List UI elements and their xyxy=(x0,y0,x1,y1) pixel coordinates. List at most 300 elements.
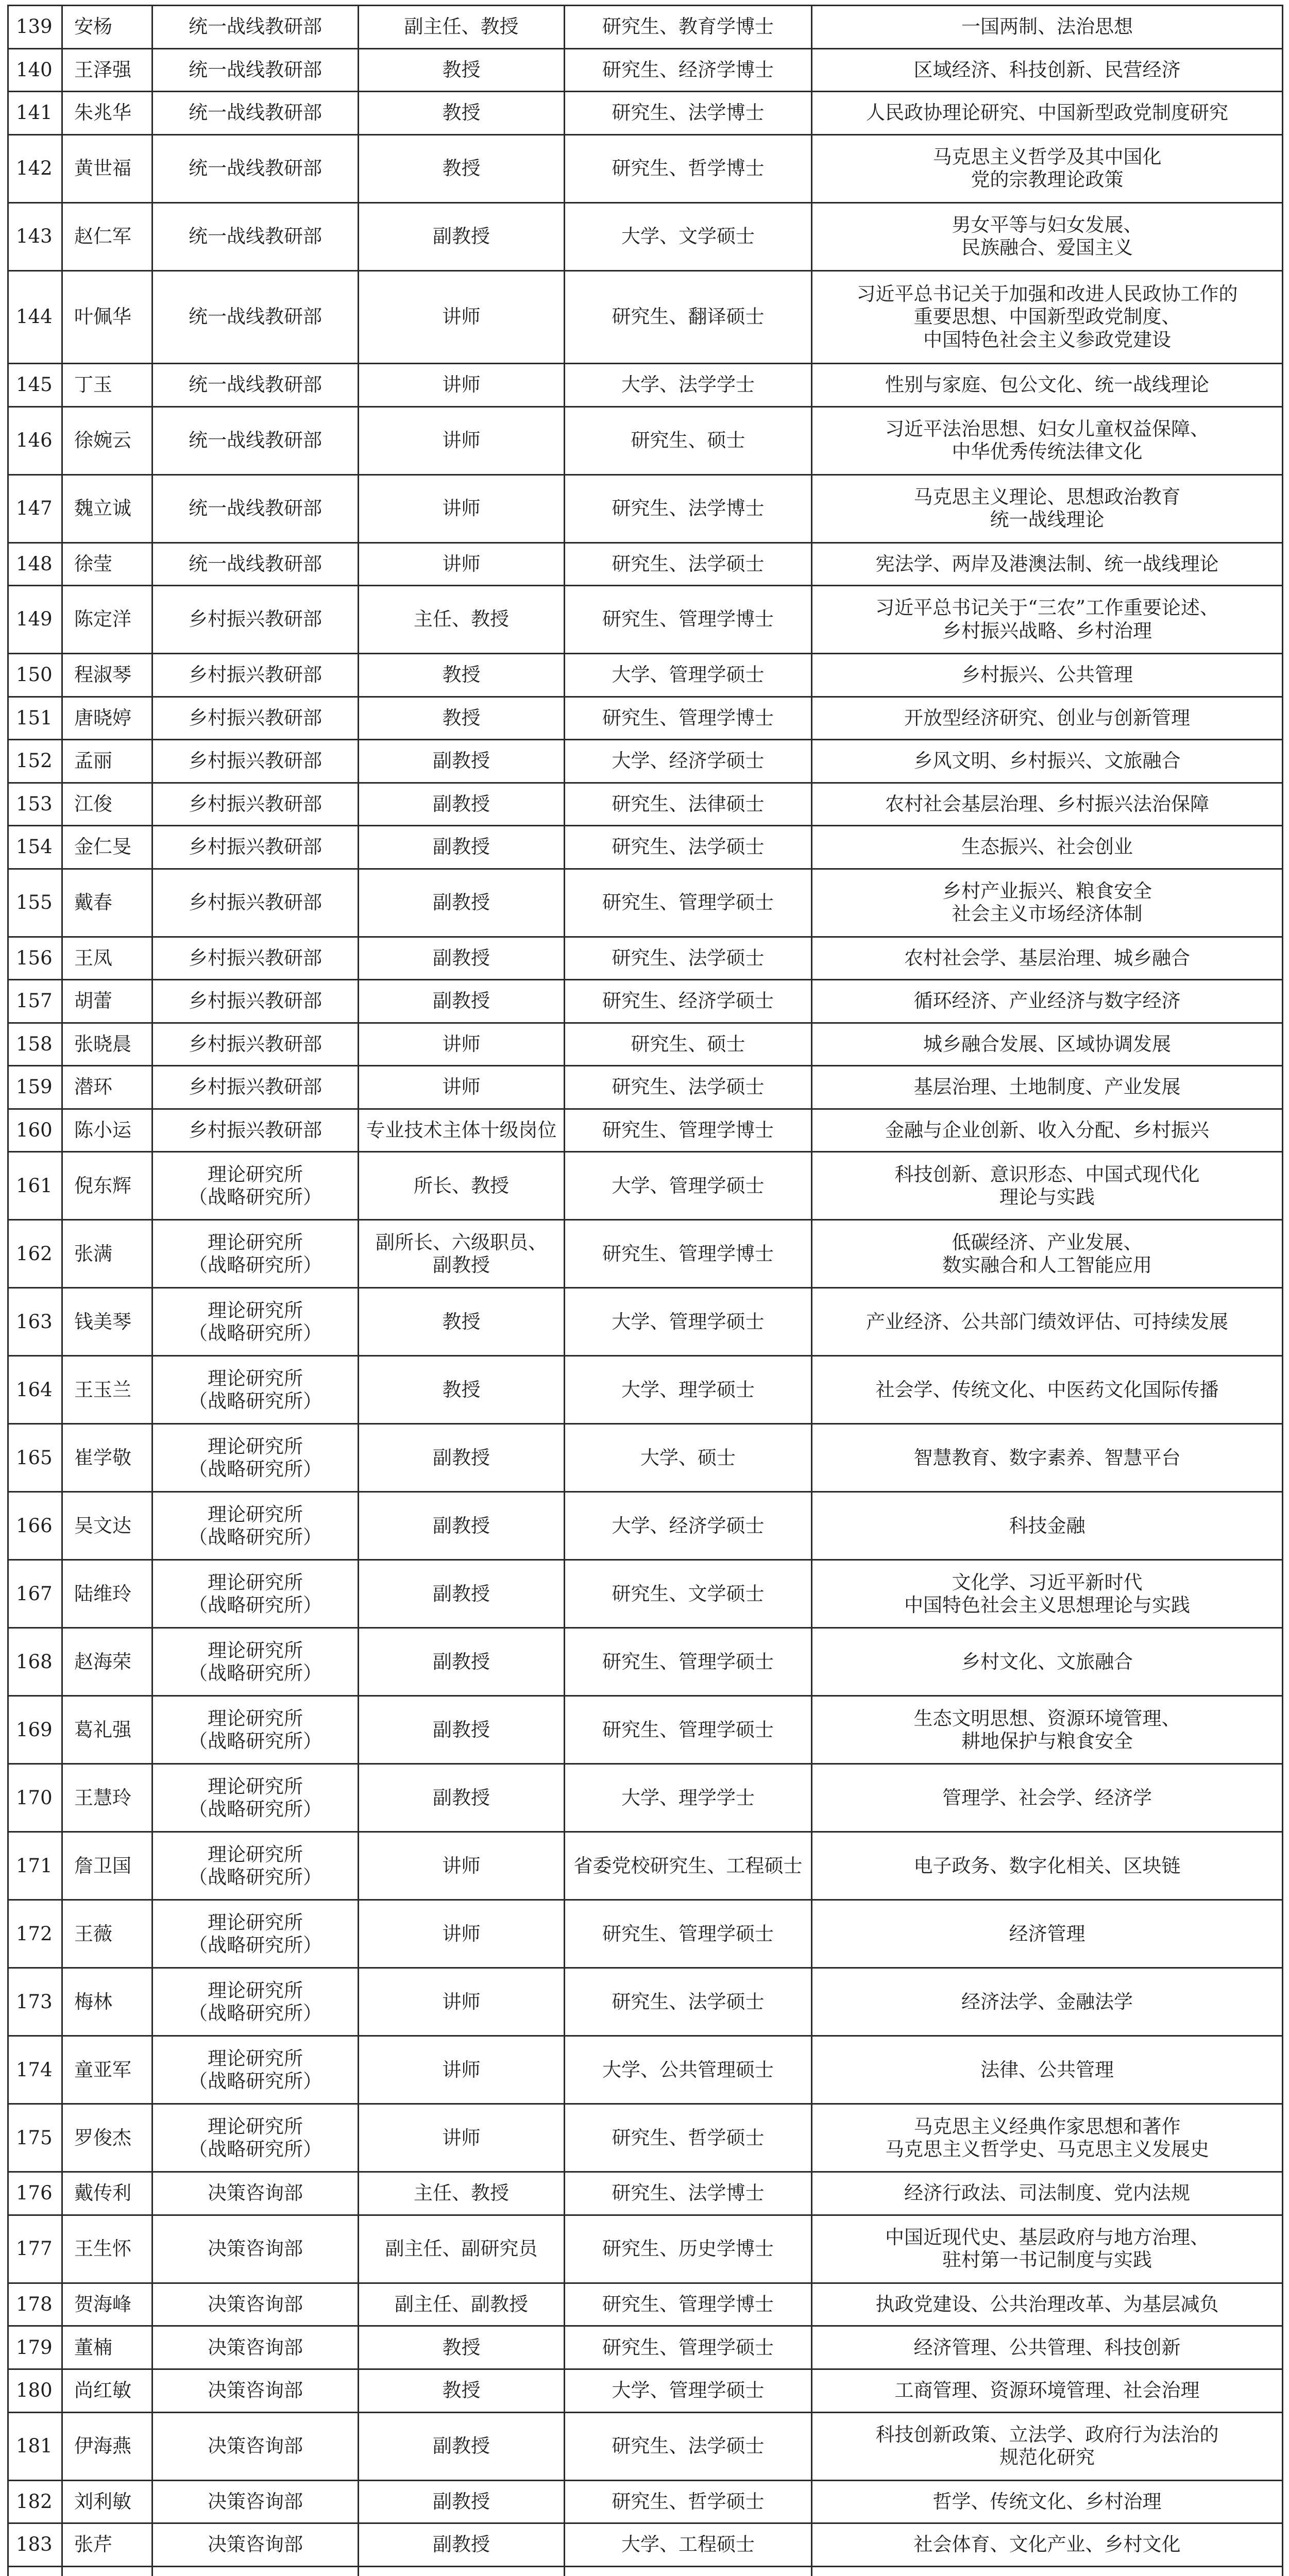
cell-research-field-line: 中国特色社会主义参政党建设 xyxy=(923,328,1171,351)
cell-department xyxy=(152,1424,359,1492)
table-row xyxy=(8,48,1283,92)
cell-research-field xyxy=(812,92,1283,135)
cell-title-line: 教授 xyxy=(442,101,481,124)
cell-research-field-line: 哲学、传统文化、乡村治理 xyxy=(932,2490,1162,2513)
cell-number: 144 xyxy=(8,270,62,363)
table-row xyxy=(8,1288,1283,1356)
cell-department-line: （战略研究所） xyxy=(189,1389,322,1412)
cell-title xyxy=(359,2104,565,2172)
cell-research-field xyxy=(812,2036,1283,2104)
cell-research-field xyxy=(812,6,1283,49)
cell-research-field xyxy=(812,654,1283,697)
cell-education-line: 省委党校研究生、工程硕士 xyxy=(573,1854,803,1877)
cell-research-field xyxy=(812,2369,1283,2413)
cell-research-field xyxy=(812,1968,1283,2036)
cell-education-line: 大学、工程硕士 xyxy=(621,2533,755,2556)
cell-research-field xyxy=(812,1152,1283,1220)
cell-department xyxy=(152,826,359,869)
cell-title-line: 讲师 xyxy=(442,1854,481,1877)
cell-research-field-line: 开放型经济研究、创业与创新管理 xyxy=(904,706,1190,729)
cell-research-field xyxy=(812,2172,1283,2215)
cell-department-line: （战略研究所） xyxy=(189,1321,322,1344)
cell-research-field-line: 经济法学、金融法学 xyxy=(961,1990,1133,2013)
cell-name: 葛礼强 xyxy=(62,1696,152,1764)
cell-education-line: 研究生、管理学博士 xyxy=(602,608,774,631)
cell-education-line: 研究生、哲学博士 xyxy=(612,157,765,179)
cell-title xyxy=(359,474,565,543)
cell-number: 181 xyxy=(8,2412,62,2480)
cell-name xyxy=(62,2566,152,2576)
cell-title xyxy=(359,937,565,980)
table-body xyxy=(8,6,1283,2576)
cell-research-field xyxy=(812,1832,1283,1900)
table-row xyxy=(8,869,1283,937)
cell-title xyxy=(359,2369,565,2413)
cell-title-line: 专业技术主体十级岗位 xyxy=(366,1118,557,1141)
cell-education-line: 研究生、法学博士 xyxy=(612,2182,765,2205)
cell-name: 潜环 xyxy=(62,1066,152,1109)
table-row xyxy=(8,2480,1283,2523)
cell-department-line: 统一战线教研部 xyxy=(189,552,322,575)
cell-title-line: 副教授 xyxy=(433,836,490,858)
cell-department xyxy=(152,2215,359,2283)
cell-education-line: 大学、管理学硕士 xyxy=(612,664,765,686)
table-row xyxy=(8,1696,1283,1764)
cell-name: 陈小运 xyxy=(62,1109,152,1152)
cell-number: 142 xyxy=(8,134,62,202)
cell-education xyxy=(565,1066,812,1109)
cell-department xyxy=(152,1109,359,1152)
cell-education-line: 研究生、法学硕士 xyxy=(612,2434,765,2457)
cell-name: 董楠 xyxy=(62,2326,152,2369)
cell-title xyxy=(359,6,565,49)
table-row xyxy=(8,474,1283,543)
cell-department-line: 理论研究所 xyxy=(208,1707,303,1730)
cell-title xyxy=(359,586,565,654)
cell-department xyxy=(152,202,359,270)
cell-education-line: 大学、管理学硕士 xyxy=(612,1310,765,1333)
cell-research-field-line: 乡村文化、文旅融合 xyxy=(961,1650,1133,1673)
cell-title xyxy=(359,270,565,363)
cell-number: 140 xyxy=(8,48,62,92)
cell-research-field xyxy=(812,869,1283,937)
cell-department xyxy=(152,740,359,783)
cell-education-line: 大学、理学学士 xyxy=(621,1786,755,1809)
cell-research-field xyxy=(812,134,1283,202)
cell-name: 詹卫国 xyxy=(62,1832,152,1900)
cell-education xyxy=(565,1424,812,1492)
cell-department xyxy=(152,1628,359,1696)
cell-name: 张满 xyxy=(62,1220,152,1288)
cell-research-field-line: 执政党建设、公共治理改革、为基层减负 xyxy=(875,2293,1219,2315)
cell-research-field xyxy=(812,2326,1283,2369)
cell-department xyxy=(152,2036,359,2104)
cell-research-field-line: 智慧教育、数字素养、智慧平台 xyxy=(913,1446,1181,1469)
cell-research-field xyxy=(812,2283,1283,2326)
cell-name: 王慧玲 xyxy=(62,1764,152,1832)
cell-research-field xyxy=(812,1220,1283,1288)
cell-department-line: 决策咨询部 xyxy=(208,2336,303,2359)
cell-title-line: 副教授 xyxy=(433,1253,490,1276)
cell-education xyxy=(565,783,812,826)
cell-name: 崔学敬 xyxy=(62,1424,152,1492)
cell-name: 叶佩华 xyxy=(62,270,152,363)
cell-department-line: 统一战线教研部 xyxy=(189,58,322,81)
cell-education xyxy=(565,869,812,937)
cell-name: 赵海荣 xyxy=(62,1628,152,1696)
cell-department-line: 决策咨询部 xyxy=(208,2533,303,2556)
cell-department xyxy=(152,1023,359,1066)
cell-title-line: 教授 xyxy=(442,1310,481,1333)
cell-name: 徐婉云 xyxy=(62,406,152,474)
cell-department-line: （战略研究所） xyxy=(189,1594,322,1616)
cell-research-field-line: 乡村振兴战略、乡村治理 xyxy=(942,619,1152,642)
cell-education xyxy=(565,1628,812,1696)
cell-name: 戴春 xyxy=(62,869,152,937)
cell-research-field-line: 农村社会基层治理、乡村振兴法治保障 xyxy=(885,792,1209,815)
cell-education xyxy=(565,2523,812,2567)
cell-education-line: 研究生、法学硕士 xyxy=(612,552,765,575)
table-row xyxy=(8,1764,1283,1832)
cell-title-line: 主任、教授 xyxy=(414,608,509,631)
cell-number: 180 xyxy=(8,2369,62,2413)
cell-title-line: 讲师 xyxy=(442,306,481,328)
cell-department-line: 统一战线教研部 xyxy=(189,157,322,179)
cell-education-line: 大学、经济学硕士 xyxy=(612,750,765,772)
cell-name: 吴文达 xyxy=(62,1492,152,1560)
cell-number: 178 xyxy=(8,2283,62,2326)
cell-department-line: （战略研究所） xyxy=(189,1253,322,1276)
cell-department-line: 乡村振兴教研部 xyxy=(189,706,322,729)
cell-research-field-line: 宪法学、两岸及港澳法制、统一战线理论 xyxy=(875,552,1219,575)
cell-name: 尚红敏 xyxy=(62,2369,152,2413)
table-row xyxy=(8,1220,1283,1288)
cell-research-field xyxy=(812,406,1283,474)
cell-research-field xyxy=(812,2215,1283,2283)
cell-department xyxy=(152,697,359,740)
cell-research-field-line: 低碳经济、产业发展、 xyxy=(952,1231,1143,1253)
cell-department-line: 乡村振兴教研部 xyxy=(189,750,322,772)
table-row xyxy=(8,1492,1283,1560)
cell-research-field-line: 科技创新政策、立法学、政府行为法治的 xyxy=(875,2423,1219,2446)
cell-number: 170 xyxy=(8,1764,62,1832)
cell-department xyxy=(152,783,359,826)
cell-title-line: 副教授 xyxy=(433,1446,490,1469)
cell-research-field-line: 工商管理、资源环境管理、社会治理 xyxy=(894,2379,1200,2402)
cell-department-line: 理论研究所 xyxy=(208,1503,303,1526)
cell-department xyxy=(152,1152,359,1220)
cell-title-line: 讲师 xyxy=(442,497,481,519)
cell-research-field xyxy=(812,980,1283,1023)
table-row xyxy=(8,1900,1283,1968)
cell-department xyxy=(152,474,359,543)
cell-title-line: 副教授 xyxy=(433,891,490,914)
cell-education-line: 研究生、硕士 xyxy=(631,1032,745,1055)
cell-number: 147 xyxy=(8,474,62,543)
cell-number: 150 xyxy=(8,654,62,697)
table-row xyxy=(8,937,1283,980)
cell-number: 176 xyxy=(8,2172,62,2215)
cell-number: 168 xyxy=(8,1628,62,1696)
cell-name: 安杨 xyxy=(62,6,152,49)
table-row xyxy=(8,1832,1283,1900)
cell-title-line: 讲师 xyxy=(442,429,481,451)
table-row xyxy=(8,1968,1283,2036)
cell-number: 162 xyxy=(8,1220,62,1288)
cell-number: 159 xyxy=(8,1066,62,1109)
cell-research-field-line: 规范化研究 xyxy=(999,2446,1095,2469)
cell-department-line: 决策咨询部 xyxy=(208,2293,303,2315)
cell-name: 钱美琴 xyxy=(62,1288,152,1356)
cell-name: 徐莹 xyxy=(62,543,152,586)
cell-research-field-line: 经济管理、公共管理、科技创新 xyxy=(913,2336,1181,2359)
cell-title xyxy=(359,740,565,783)
cell-name: 王生怀 xyxy=(62,2215,152,2283)
cell-education-line: 大学、文学硕士 xyxy=(621,225,755,247)
cell-research-field xyxy=(812,270,1283,363)
cell-title-line: 讲师 xyxy=(442,2058,481,2081)
cell-department-line: 决策咨询部 xyxy=(208,2182,303,2205)
cell-title xyxy=(359,1832,565,1900)
cell-title xyxy=(359,1152,565,1220)
cell-research-field-line: 区域经济、科技创新、民营经济 xyxy=(913,58,1181,81)
cell-department xyxy=(152,1066,359,1109)
cell-research-field xyxy=(812,202,1283,270)
cell-title-line: 教授 xyxy=(442,157,481,179)
cell-education xyxy=(565,1560,812,1628)
cell-research-field-line: 生态文明思想、资源环境管理、 xyxy=(913,1707,1181,1730)
table-row xyxy=(8,2215,1283,2283)
cell-department-line: （战略研究所） xyxy=(189,1798,322,1820)
cell-research-field xyxy=(812,1066,1283,1109)
cell-education xyxy=(565,92,812,135)
cell-research-field xyxy=(812,740,1283,783)
cell-number: 163 xyxy=(8,1288,62,1356)
table-row xyxy=(8,2036,1283,2104)
cell-number: 174 xyxy=(8,2036,62,2104)
cell-title xyxy=(359,1066,565,1109)
cell-education xyxy=(565,2283,812,2326)
cell-education-line: 研究生、硕士 xyxy=(631,429,745,451)
cell-name: 江俊 xyxy=(62,783,152,826)
cell-education-line: 研究生、法学硕士 xyxy=(612,836,765,858)
cell-research-field-line: 城乡融合发展、区域协调发展 xyxy=(923,1032,1171,1055)
cell-department xyxy=(152,2369,359,2413)
cell-research-field xyxy=(812,1696,1283,1764)
cell-research-field xyxy=(812,2523,1283,2567)
cell-education xyxy=(565,474,812,543)
cell-department-line: （战略研究所） xyxy=(189,1526,322,1548)
cell-title xyxy=(359,1356,565,1424)
cell-title xyxy=(359,2036,565,2104)
cell-education xyxy=(565,2036,812,2104)
cell-education-line: 大学、管理学硕士 xyxy=(612,2379,765,2402)
cell-research-field-line: 耕地保护与粮食安全 xyxy=(961,1730,1133,1752)
cell-education xyxy=(565,1109,812,1152)
cell-department xyxy=(152,869,359,937)
cell-title-line: 副教授 xyxy=(433,225,490,247)
cell-department-line: 统一战线教研部 xyxy=(189,429,322,451)
cell-department-line: （战略研究所） xyxy=(189,1730,322,1752)
table-row xyxy=(8,1109,1283,1152)
cell-number: 151 xyxy=(8,697,62,740)
cell-education-line: 研究生、法学硕士 xyxy=(612,1990,765,2013)
cell-department xyxy=(152,2566,359,2576)
cell-research-field-line: 民族融合、爱国主义 xyxy=(961,236,1133,259)
cell-research-field-line: 科技金融 xyxy=(1009,1514,1086,1537)
cell-education-line: 大学、法学学士 xyxy=(621,374,755,396)
cell-number: 141 xyxy=(8,92,62,135)
cell-education xyxy=(565,6,812,49)
cell-department-line: 统一战线教研部 xyxy=(189,306,322,328)
cell-department xyxy=(152,2523,359,2567)
cell-title-line: 讲师 xyxy=(442,552,481,575)
cell-department-line: （战略研究所） xyxy=(189,2070,322,2092)
cell-title xyxy=(359,826,565,869)
table-row xyxy=(8,2412,1283,2480)
cell-research-field-line: 循环经济、产业经济与数字经济 xyxy=(913,990,1181,1012)
cell-education xyxy=(565,2369,812,2413)
cell-department-line: 乡村振兴教研部 xyxy=(189,1032,322,1055)
cell-title-line: 副教授 xyxy=(433,1786,490,1809)
cell-research-field-line: 经济行政法、司法制度、党内法规 xyxy=(904,2182,1190,2205)
cell-department-line: 乡村振兴教研部 xyxy=(189,1118,322,1141)
table-row xyxy=(8,364,1283,407)
cell-name: 王玉兰 xyxy=(62,1356,152,1424)
cell-title xyxy=(359,1696,565,1764)
cell-number: 165 xyxy=(8,1424,62,1492)
cell-education xyxy=(565,48,812,92)
cell-department-line: 统一战线教研部 xyxy=(189,374,322,396)
cell-department-line: 理论研究所 xyxy=(208,1163,303,1185)
cell-research-field-line: 马克思主义理论、思想政治教育 xyxy=(913,485,1181,508)
cell-research-field xyxy=(812,2480,1283,2523)
cell-title-line: 讲师 xyxy=(442,1076,481,1098)
cell-education xyxy=(565,1696,812,1764)
cell-education-line: 大学、公共管理硕士 xyxy=(602,2058,774,2081)
cell-number: 160 xyxy=(8,1109,62,1152)
cell-education xyxy=(565,406,812,474)
cell-title xyxy=(359,1560,565,1628)
cell-title xyxy=(359,134,565,202)
cell-name: 陆维玲 xyxy=(62,1560,152,1628)
cell-department-line: 决策咨询部 xyxy=(208,2379,303,2402)
cell-number: 153 xyxy=(8,783,62,826)
cell-title-line: 副主任、副研究员 xyxy=(385,2238,538,2260)
cell-title-line: 副主任、教授 xyxy=(404,15,519,38)
cell-title-line: 教授 xyxy=(442,2336,481,2359)
cell-research-field-line: 基层治理、土地制度、产业发展 xyxy=(913,1076,1181,1098)
cell-research-field xyxy=(812,826,1283,869)
cell-education xyxy=(565,2215,812,2283)
cell-number: 164 xyxy=(8,1356,62,1424)
cell-department-line: 乡村振兴教研部 xyxy=(189,664,322,686)
cell-research-field-line: 性别与家庭、包公文化、统一战线理论 xyxy=(885,374,1209,396)
cell-title xyxy=(359,1492,565,1560)
cell-department xyxy=(152,2172,359,2215)
cell-education xyxy=(565,1968,812,2036)
cell-research-field-line: 党的宗教理论政策 xyxy=(971,168,1124,191)
cell-title-line: 副教授 xyxy=(433,990,490,1012)
cell-title xyxy=(359,2412,565,2480)
cell-title xyxy=(359,202,565,270)
table-row xyxy=(8,826,1283,869)
cell-education xyxy=(565,1220,812,1288)
cell-research-field xyxy=(812,364,1283,407)
cell-title-line: 主任、教授 xyxy=(414,2182,509,2205)
cell-research-field-line: 产业经济、公共部门绩效评估、可持续发展 xyxy=(866,1310,1228,1333)
cell-title xyxy=(359,2523,565,2567)
table-row xyxy=(8,586,1283,654)
cell-education-line: 研究生、管理学博士 xyxy=(602,706,774,729)
cell-education-line: 研究生、经济学硕士 xyxy=(602,990,774,1012)
cell-title-line: 副教授 xyxy=(433,2533,490,2556)
cell-research-field xyxy=(812,1560,1283,1628)
cell-research-field xyxy=(812,1764,1283,1832)
cell-research-field xyxy=(812,2104,1283,2172)
table-row xyxy=(8,270,1283,363)
table-row xyxy=(8,2104,1283,2172)
cell-research-field-line: 中国近现代史、基层政府与地方治理、 xyxy=(885,2226,1209,2249)
cell-department-line: （战略研究所） xyxy=(189,1458,322,1480)
cell-department-line: 理论研究所 xyxy=(208,1435,303,1458)
cell-education-line: 研究生、哲学硕士 xyxy=(612,2126,765,2149)
cell-education xyxy=(565,826,812,869)
cell-department xyxy=(152,1492,359,1560)
cell-research-field xyxy=(812,1628,1283,1696)
cell-education xyxy=(565,697,812,740)
cell-department-line: （战略研究所） xyxy=(189,1866,322,1888)
cell-research-field-line: 社会体育、文化产业、乡村文化 xyxy=(913,2533,1181,2556)
table-row xyxy=(8,1066,1283,1109)
cell-department-line: 乡村振兴教研部 xyxy=(189,946,322,969)
cell-department xyxy=(152,1832,359,1900)
cell-number: 171 xyxy=(8,1832,62,1900)
cell-research-field-line: 经济管理 xyxy=(1009,1922,1086,1945)
cell-title xyxy=(359,980,565,1023)
table-row xyxy=(8,1356,1283,1424)
cell-department xyxy=(152,1356,359,1424)
table-row xyxy=(8,2283,1283,2326)
cell-title xyxy=(359,1109,565,1152)
cell-department-line: 统一战线教研部 xyxy=(189,225,322,247)
cell-research-field xyxy=(812,937,1283,980)
cell-department-line: （战略研究所） xyxy=(189,1934,322,1956)
cell-name: 丁玉 xyxy=(62,364,152,407)
cell-department-line: 理论研究所 xyxy=(208,2115,303,2138)
cell-research-field xyxy=(812,1900,1283,1968)
table-row xyxy=(8,2369,1283,2413)
cell-number: 169 xyxy=(8,1696,62,1764)
table-row xyxy=(8,1628,1283,1696)
cell-education-line: 研究生、法学硕士 xyxy=(612,946,765,969)
cell-name: 倪东辉 xyxy=(62,1152,152,1220)
cell-title-line: 教授 xyxy=(442,706,481,729)
cell-education xyxy=(565,1492,812,1560)
table-row xyxy=(8,654,1283,697)
cell-title-line: 副教授 xyxy=(433,1718,490,1741)
cell-department xyxy=(152,654,359,697)
cell-number: 167 xyxy=(8,1560,62,1628)
cell-education xyxy=(565,740,812,783)
cell-research-field-line: 生态振兴、社会创业 xyxy=(961,836,1133,858)
cell-name: 孟丽 xyxy=(62,740,152,783)
cell-research-field-line: 乡村产业振兴、粮食安全 xyxy=(942,879,1152,902)
table-row xyxy=(8,2523,1283,2567)
cell-title-line: 讲师 xyxy=(442,1032,481,1055)
cell-research-field xyxy=(812,697,1283,740)
cell-education-line: 研究生、哲学硕士 xyxy=(612,2490,765,2513)
